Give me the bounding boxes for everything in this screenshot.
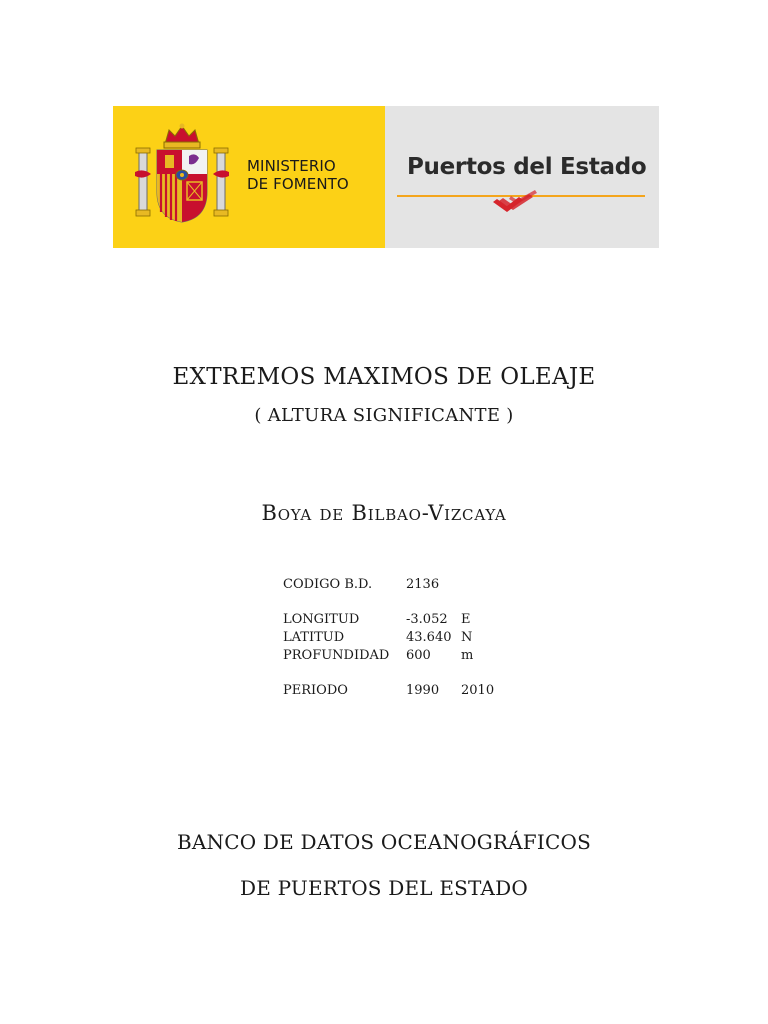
longitud-unit: E (461, 612, 471, 627)
latitud-value: 43.640 (406, 630, 452, 645)
header-banner (113, 106, 659, 248)
profundidad-unit: m (461, 648, 474, 663)
coat-of-arms-icon (135, 122, 229, 226)
ministry-logo-panel (113, 106, 385, 248)
latitud-unit: N (461, 630, 473, 645)
ministry-name (247, 157, 349, 193)
footer-line-2: DE PUERTOS DEL ESTADO (240, 876, 528, 900)
footer-line-1: BANCO DE DATOS OCEANOGRÁFICOS (177, 830, 591, 854)
ministry-line-2: DE FOMENTO (247, 175, 349, 193)
profundidad-value: 600 (406, 648, 431, 663)
buoy-name: Boya de Bilbao-Vizcaya (261, 501, 507, 525)
codigo-value: 2136 (406, 577, 440, 592)
ministry-line-1: MINISTERIO (247, 157, 336, 175)
periodo-end: 2010 (461, 683, 495, 698)
periodo-label: PERIODO (283, 683, 348, 698)
codigo-label: CODIGO B.D. (283, 577, 373, 592)
puertos-del-estado-title: Puertos del Estado (407, 154, 647, 180)
profundidad-label: PROFUNDIDAD (283, 648, 390, 663)
puertos-logo-panel (385, 106, 659, 248)
periodo-start: 1990 (406, 683, 440, 698)
document-subtitle: ( ALTURA SIGNIFICANTE ) (254, 405, 514, 426)
puertos-logo-mark-icon (489, 190, 537, 216)
latitud-label: LATITUD (283, 630, 345, 645)
longitud-label: LONGITUD (283, 612, 360, 627)
document-title: EXTREMOS MAXIMOS DE OLEAJE (172, 364, 596, 390)
longitud-value: -3.052 (406, 612, 448, 627)
